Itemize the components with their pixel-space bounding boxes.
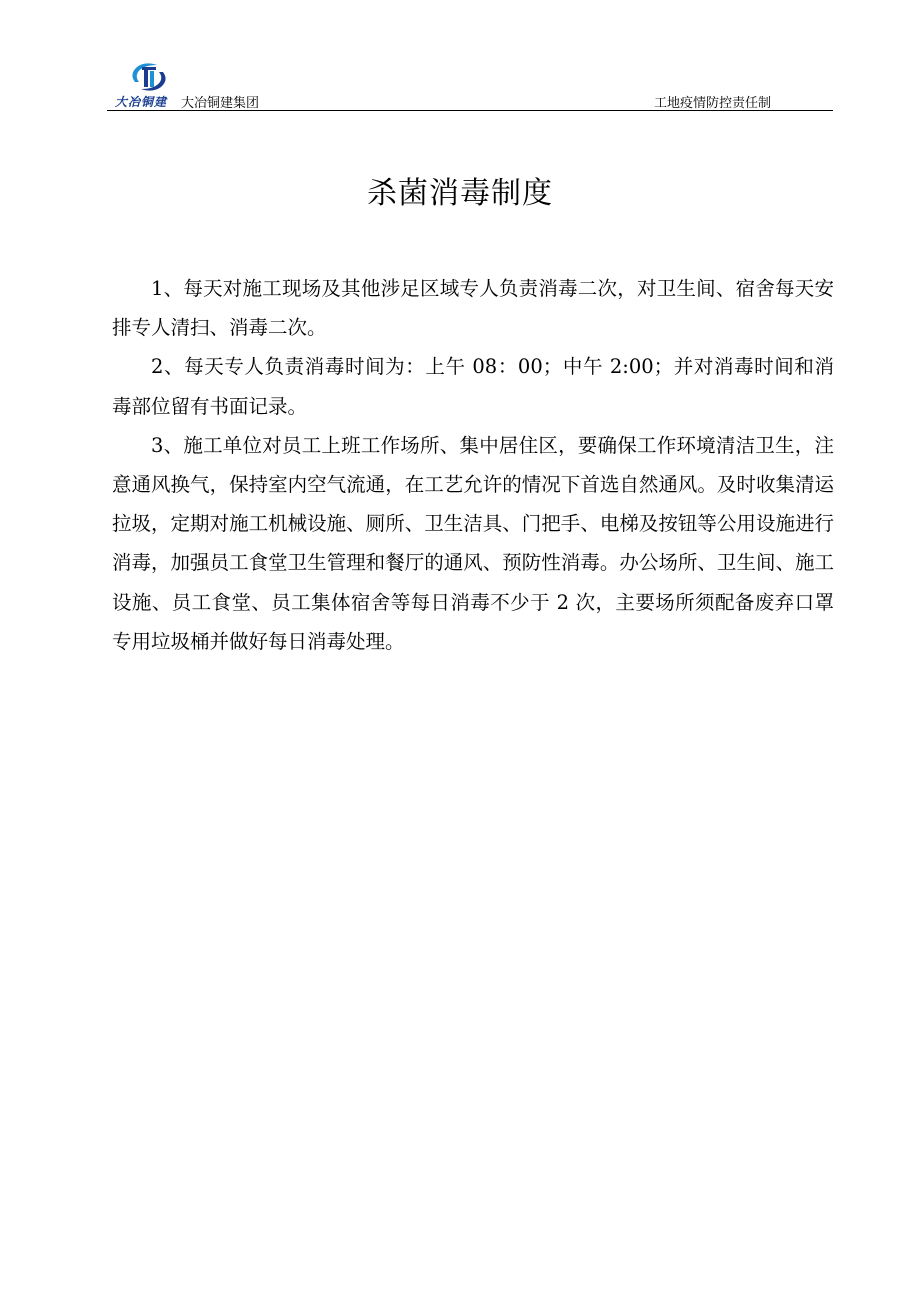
paragraph-3: 3、施工单位对员工上班工作场所、集中居住区，要确保工作环境清洁卫生，注意通风换气，保持室内空气流通，在工艺允许的情况下首选自然通风。及时收集清运拉圾，定期对施工机械设施、厕所、卫生洁具、门把手、电梯及按钮等公用设施进行消毒，加强员工食堂卫生管理和餐厅的通风、预防性消毒。办公场所、卫生间、施工设施、员工食堂、员工集体宿舍等每日消毒不少于 2 次，主要场所须配备废弃口罩专用垃圾桶并做好每日消毒处理。: [112, 433, 834, 653]
company-logo-icon: [127, 62, 171, 92]
page-header: [107, 62, 833, 112]
document-title: 杀菌消毒制度: [367, 176, 553, 211]
logo-wordmark: 大冶铜建: [115, 95, 168, 109]
paragraph-1: 1、每天对施工现场及其他涉足区域专人负责消毒二次，对卫生间、宿舍每天安排专人清扫、消毒二次。: [112, 277, 834, 340]
paragraph-2: 2、每天专人负责消毒时间为：上午 08：00；中午 2:00；并对消毒时间和消毒部位留有书面记录。: [112, 355, 834, 418]
document-body: [112, 269, 834, 661]
header-divider: [107, 110, 833, 111]
company-name: 大冶铜建集团: [181, 96, 260, 111]
document-type-label: 工地疫情防控责任制: [653, 96, 771, 111]
